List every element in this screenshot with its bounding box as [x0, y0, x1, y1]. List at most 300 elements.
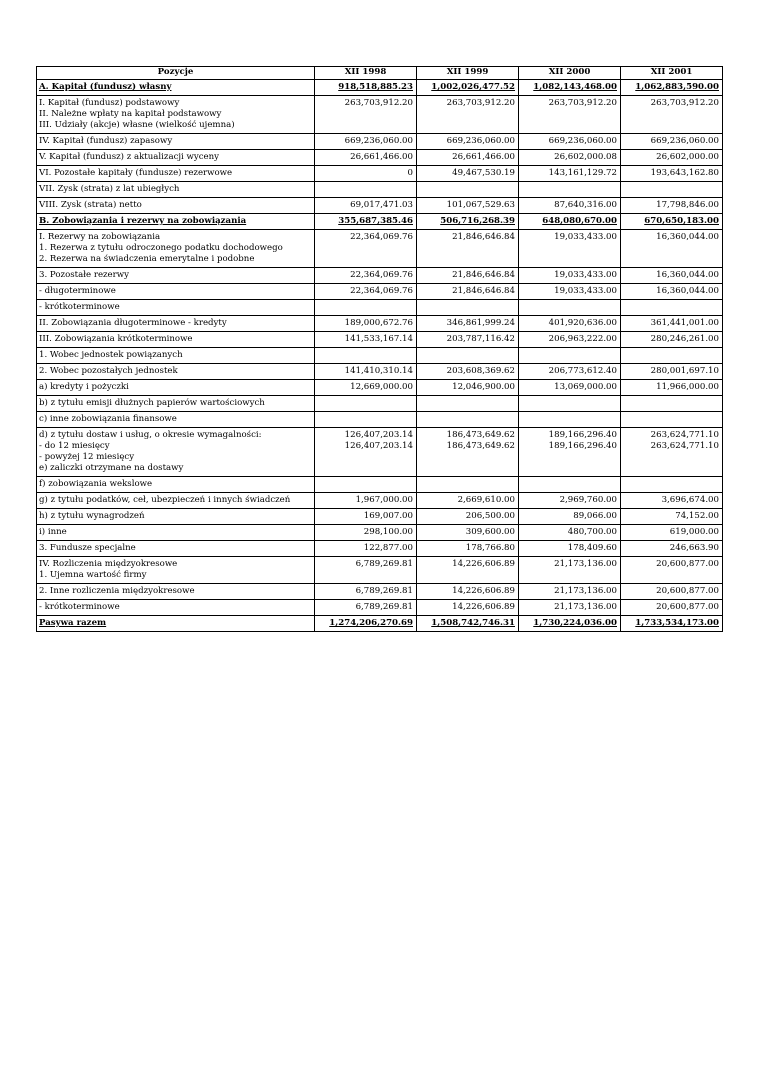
value-cell [519, 96, 621, 134]
value-cell [519, 477, 621, 493]
value-cell [315, 525, 417, 541]
row-label-line: b) z tytułu emisji dłużnych papierów wartościowych [39, 398, 265, 408]
value-cell [621, 584, 723, 600]
table-row [37, 600, 723, 616]
value-cell [519, 332, 621, 348]
value-cell [621, 230, 723, 268]
value: 1,967,000.00 [355, 495, 413, 505]
value: 21,173,136.00 [554, 602, 617, 612]
value-cell [417, 300, 519, 316]
value: 6,789,269.81 [355, 559, 413, 569]
value-cell [417, 332, 519, 348]
value: 16,360,044.00 [656, 286, 719, 296]
value: 22,364,069.76 [350, 232, 413, 242]
column-header-period: XII 2001 [621, 67, 723, 80]
row-label-line: IV. Rozliczenia międzyokresowe [39, 559, 178, 569]
value [419, 414, 515, 425]
table-row [37, 428, 723, 477]
value: 126,407,203.14 [344, 430, 413, 440]
value-cell [315, 300, 417, 316]
value-cell [315, 541, 417, 557]
value-cell [519, 230, 621, 268]
value-cell [519, 541, 621, 557]
value: 13,069,000.00 [554, 382, 617, 392]
row-label [37, 380, 315, 396]
row-label [37, 214, 315, 230]
value: 506,716,268.39 [440, 216, 515, 226]
value-cell [621, 557, 723, 584]
value: 21,173,136.00 [554, 586, 617, 596]
value [317, 414, 413, 425]
value: 26,602,000.08 [554, 152, 617, 162]
value: 263,703,912.20 [548, 98, 617, 108]
table-row [37, 268, 723, 284]
row-label-line: 2. Wobec pozostałych jednostek [39, 366, 178, 376]
value: 20,600,877.00 [656, 602, 719, 612]
value-cell [315, 284, 417, 300]
value-cell [417, 316, 519, 332]
value: 1,274,206,270.69 [329, 618, 413, 628]
value-cell [315, 509, 417, 525]
value: 918,518,885.23 [338, 82, 413, 92]
value: 3,696,674.00 [661, 495, 719, 505]
value-cell [621, 332, 723, 348]
value-cell [621, 96, 723, 134]
table-row [37, 348, 723, 364]
value-cell [621, 268, 723, 284]
table-row [37, 616, 723, 632]
balance-sheet [36, 66, 722, 632]
row-label-line: 1. Wobec jednostek powiązanych [39, 350, 183, 360]
row-label [37, 616, 315, 632]
value-cell [417, 364, 519, 380]
value [623, 398, 719, 409]
value [521, 414, 617, 425]
value: 19,033,433.00 [554, 232, 617, 242]
value: 619,000.00 [669, 527, 719, 537]
value: 2,669,610.00 [457, 495, 515, 505]
value-cell [417, 166, 519, 182]
value: 14,226,606.89 [452, 559, 515, 569]
table-row [37, 509, 723, 525]
value: 1,062,883,590.00 [635, 82, 719, 92]
value-cell [621, 182, 723, 198]
value [521, 479, 617, 490]
value-cell [417, 80, 519, 96]
value: 20,600,877.00 [656, 559, 719, 569]
value: 26,661,466.00 [350, 152, 413, 162]
value: 263,703,912.20 [344, 98, 413, 108]
row-label-line: V. Kapitał (fundusz) z aktualizacji wyceny [39, 152, 220, 162]
value: 1,508,742,746.31 [431, 618, 515, 628]
row-label-line: Pasywa razem [39, 618, 107, 628]
row-label [37, 525, 315, 541]
value-cell [519, 364, 621, 380]
value-cell [315, 557, 417, 584]
value-sub: 189,166,296.40 [548, 441, 617, 451]
value: 346,861,999.24 [446, 318, 515, 328]
row-label-line: II. Należne wpłaty na kapitał podstawowy [39, 109, 222, 119]
value: 246,663.90 [669, 543, 719, 553]
value-cell [315, 412, 417, 428]
value [419, 350, 515, 361]
value [521, 398, 617, 409]
value-cell [519, 380, 621, 396]
table-row [37, 182, 723, 198]
value-cell [315, 396, 417, 412]
value-cell [621, 541, 723, 557]
table-row [37, 316, 723, 332]
value-cell [417, 525, 519, 541]
value: 21,846,646.84 [452, 270, 515, 280]
value-cell [417, 284, 519, 300]
value: 12,669,000.00 [350, 382, 413, 392]
row-label-line: I. Kapitał (fundusz) podstawowy [39, 98, 180, 108]
value [317, 302, 413, 313]
value-cell [315, 166, 417, 182]
value: 1,082,143,468.00 [533, 82, 617, 92]
row-label [37, 80, 315, 96]
value-cell [519, 268, 621, 284]
value: 401,920,636.00 [548, 318, 617, 328]
value-cell [519, 150, 621, 166]
row-label [37, 412, 315, 428]
value: 206,773,612.40 [548, 366, 617, 376]
row-label-line: i) inne [39, 527, 67, 537]
table-body [37, 80, 723, 632]
value-cell [621, 166, 723, 182]
value: 355,687,385.46 [338, 216, 413, 226]
value-cell [315, 428, 417, 477]
row-label [37, 396, 315, 412]
value [317, 350, 413, 361]
row-label-line: 2. Inne rozliczenia międzyokresowe [39, 586, 195, 596]
value: 6,789,269.81 [355, 586, 413, 596]
value-cell [417, 584, 519, 600]
value: 203,608,369.62 [446, 366, 515, 376]
value: 648,080,670.00 [542, 216, 617, 226]
value-cell [519, 348, 621, 364]
value: 178,766.80 [465, 543, 515, 553]
row-label-line: - do 12 miesięcy [39, 441, 110, 451]
row-label [37, 477, 315, 493]
value-cell [315, 584, 417, 600]
value-cell [621, 616, 723, 632]
value-cell [417, 616, 519, 632]
value: 14,226,606.89 [452, 602, 515, 612]
value: 1,002,026,477.52 [431, 82, 515, 92]
value: 298,100.00 [363, 527, 413, 537]
value: 1,733,534,173.00 [635, 618, 719, 628]
header-row [37, 67, 723, 80]
value: 26,661,466.00 [452, 152, 515, 162]
value-cell [417, 600, 519, 616]
value: 263,703,912.20 [446, 98, 515, 108]
value-cell [519, 284, 621, 300]
value: 669,236,060.00 [548, 136, 617, 146]
value-cell [621, 525, 723, 541]
value [317, 184, 413, 195]
value [521, 184, 617, 195]
row-label [37, 166, 315, 182]
value-cell [519, 428, 621, 477]
table-row [37, 412, 723, 428]
value-cell [519, 412, 621, 428]
value [317, 398, 413, 409]
table-row [37, 557, 723, 584]
table-row [37, 364, 723, 380]
row-label-line: e) zaliczki otrzymane na dostawy [39, 463, 184, 473]
value: 6,789,269.81 [355, 602, 413, 612]
value-cell [417, 348, 519, 364]
row-label-line: d) z tytułu dostaw i usług, o okresie wymagalności: [39, 430, 262, 440]
value-cell [417, 509, 519, 525]
column-header-label: Pozycje [37, 67, 315, 80]
value [623, 302, 719, 313]
value-cell [315, 348, 417, 364]
value-cell [417, 380, 519, 396]
value: 480,700.00 [567, 527, 617, 537]
value-cell [519, 182, 621, 198]
table-row [37, 80, 723, 96]
value-cell [315, 214, 417, 230]
liabilities-table [36, 66, 723, 632]
table-row [37, 477, 723, 493]
value-cell [417, 412, 519, 428]
value-cell [519, 316, 621, 332]
table-row [37, 284, 723, 300]
value: 263,703,912.20 [650, 98, 719, 108]
value: 669,236,060.00 [446, 136, 515, 146]
value-cell [621, 412, 723, 428]
row-label-line: A. Kapitał (fundusz) własny [39, 82, 172, 92]
row-label [37, 182, 315, 198]
value-cell [519, 166, 621, 182]
row-label [37, 150, 315, 166]
table-row [37, 332, 723, 348]
row-label-line: II. Zobowiązania długoterminowe - kredyty [39, 318, 227, 328]
value-cell [519, 557, 621, 584]
value: 263,624,771.10 [650, 430, 719, 440]
value-cell [417, 541, 519, 557]
row-label-line: VII. Zysk (strata) z lat ubiegłych [39, 184, 180, 194]
value-sub: 186,473,649.62 [446, 441, 515, 451]
value-cell [519, 198, 621, 214]
value-cell [621, 428, 723, 477]
value-cell [621, 214, 723, 230]
value-cell [417, 198, 519, 214]
row-label [37, 268, 315, 284]
value [317, 479, 413, 490]
value-cell [621, 150, 723, 166]
table-row [37, 198, 723, 214]
value-cell [417, 230, 519, 268]
row-label-line: 1. Rezerwa z tytułu odroczonego podatku dochodowego [39, 243, 283, 253]
value [623, 350, 719, 361]
row-label [37, 134, 315, 150]
value-cell [621, 364, 723, 380]
value-cell [315, 616, 417, 632]
value: 280,246,261.00 [650, 334, 719, 344]
row-label-line: g) z tytułu podatków, ceł, ubezpieczeń i innych świadczeń [39, 495, 291, 505]
row-label-line: VI. Pozostałe kapitały (fundusze) rezerwowe [39, 168, 233, 178]
value: 21,846,646.84 [452, 286, 515, 296]
value: 21,173,136.00 [554, 559, 617, 569]
value-cell [417, 150, 519, 166]
value: 22,364,069.76 [350, 286, 413, 296]
value: 0 [407, 168, 413, 178]
value: 14,226,606.89 [452, 586, 515, 596]
value-cell [519, 525, 621, 541]
value-cell [417, 134, 519, 150]
value-cell [621, 348, 723, 364]
row-label [37, 316, 315, 332]
row-label-line: a) kredyty i pożyczki [39, 382, 129, 392]
column-header-period: XII 2000 [519, 67, 621, 80]
row-label-line: 3. Pozostałe rezerwy [39, 270, 129, 280]
row-label-line: III. Zobowiązania krótkoterminowe [39, 334, 193, 344]
value-cell [417, 268, 519, 284]
value: 21,846,646.84 [452, 232, 515, 242]
row-label [37, 509, 315, 525]
row-label-line: f) zobowiązania wekslowe [39, 479, 153, 489]
value: 22,364,069.76 [350, 270, 413, 280]
row-label [37, 557, 315, 584]
value-cell [315, 96, 417, 134]
value: 89,066.00 [573, 511, 617, 521]
row-label-line: - krótkoterminowe [39, 302, 120, 312]
value: 206,963,222.00 [548, 334, 617, 344]
table-row [37, 584, 723, 600]
value: 1,730,224,036.00 [533, 618, 617, 628]
value: 11,966,000.00 [656, 382, 719, 392]
row-label-line: - krótkoterminowe [39, 602, 120, 612]
value-cell [519, 300, 621, 316]
value [419, 184, 515, 195]
value: 12,046,900.00 [452, 382, 515, 392]
value-cell [417, 557, 519, 584]
value: 189,166,296.40 [548, 430, 617, 440]
row-label-line: VIII. Zysk (strata) netto [39, 200, 142, 210]
row-label-line: III. Udziały (akcje) własne (wielkość ujemna) [39, 120, 235, 130]
value: 280,001,697.10 [650, 366, 719, 376]
value [419, 479, 515, 490]
value [521, 302, 617, 313]
table-row [37, 214, 723, 230]
row-label [37, 428, 315, 477]
value-cell [315, 150, 417, 166]
table-row [37, 134, 723, 150]
value-cell [315, 600, 417, 616]
table-row [37, 525, 723, 541]
value-sub: 263,624,771.10 [650, 441, 719, 451]
value-cell [621, 134, 723, 150]
value: 203,787,116.42 [446, 334, 515, 344]
value: 206,500.00 [465, 511, 515, 521]
value: 309,600.00 [465, 527, 515, 537]
row-label [37, 284, 315, 300]
value: 143,161,129.72 [548, 168, 617, 178]
value-cell [315, 493, 417, 509]
row-label-line: 2. Rezerwa na świadczenia emerytalne i podobne [39, 254, 255, 264]
value: 20,600,877.00 [656, 586, 719, 596]
row-label [37, 96, 315, 134]
value: 101,067,529.63 [446, 200, 515, 210]
row-label [37, 493, 315, 509]
value: 2,969,760.00 [559, 495, 617, 505]
value-cell [417, 96, 519, 134]
value: 178,409.60 [567, 543, 617, 553]
value-cell [519, 509, 621, 525]
value: 669,236,060.00 [650, 136, 719, 146]
row-label-line: IV. Kapitał (fundusz) zapasowy [39, 136, 173, 146]
value: 670,650,183.00 [644, 216, 719, 226]
value: 17,798,846.00 [656, 200, 719, 210]
table-row [37, 380, 723, 396]
value: 74,152.00 [675, 511, 719, 521]
row-label [37, 332, 315, 348]
column-header-period: XII 1999 [417, 67, 519, 80]
value: 141,410,310.14 [344, 366, 413, 376]
table-row [37, 150, 723, 166]
value-cell [621, 198, 723, 214]
value-cell [621, 493, 723, 509]
row-label [37, 600, 315, 616]
value-cell [417, 428, 519, 477]
value-cell [621, 380, 723, 396]
value: 26,602,000.00 [656, 152, 719, 162]
value-sub: 126,407,203.14 [344, 441, 413, 451]
value-cell [417, 214, 519, 230]
value [521, 350, 617, 361]
value-cell [519, 134, 621, 150]
row-label-line: I. Rezerwy na zobowiązania [39, 232, 161, 242]
value-cell [519, 80, 621, 96]
row-label-line: 3. Fundusze specjalne [39, 543, 136, 553]
table-row [37, 493, 723, 509]
value: 361,441,001.00 [650, 318, 719, 328]
value-cell [315, 380, 417, 396]
value-cell [519, 616, 621, 632]
value: 193,643,162.80 [650, 168, 719, 178]
value-cell [621, 600, 723, 616]
value-cell [519, 396, 621, 412]
table-row [37, 300, 723, 316]
row-label-line: h) z tytułu wynagrodzeń [39, 511, 145, 521]
value-cell [621, 80, 723, 96]
value: 141,533,167.14 [344, 334, 413, 344]
value: 669,236,060.00 [344, 136, 413, 146]
row-label [37, 364, 315, 380]
table-row [37, 230, 723, 268]
value: 16,360,044.00 [656, 232, 719, 242]
value-cell [315, 268, 417, 284]
value-cell [621, 300, 723, 316]
row-label [37, 198, 315, 214]
column-header-period: XII 1998 [315, 67, 417, 80]
value [419, 302, 515, 313]
value-cell [315, 230, 417, 268]
value-cell [315, 80, 417, 96]
value-cell [315, 477, 417, 493]
row-label-line: - długoterminowe [39, 286, 116, 296]
row-label [37, 584, 315, 600]
value-cell [417, 396, 519, 412]
value: 186,473,649.62 [446, 430, 515, 440]
row-label [37, 348, 315, 364]
value: 122,877.00 [363, 543, 413, 553]
row-label-line: c) inne zobowiązania finansowe [39, 414, 177, 424]
